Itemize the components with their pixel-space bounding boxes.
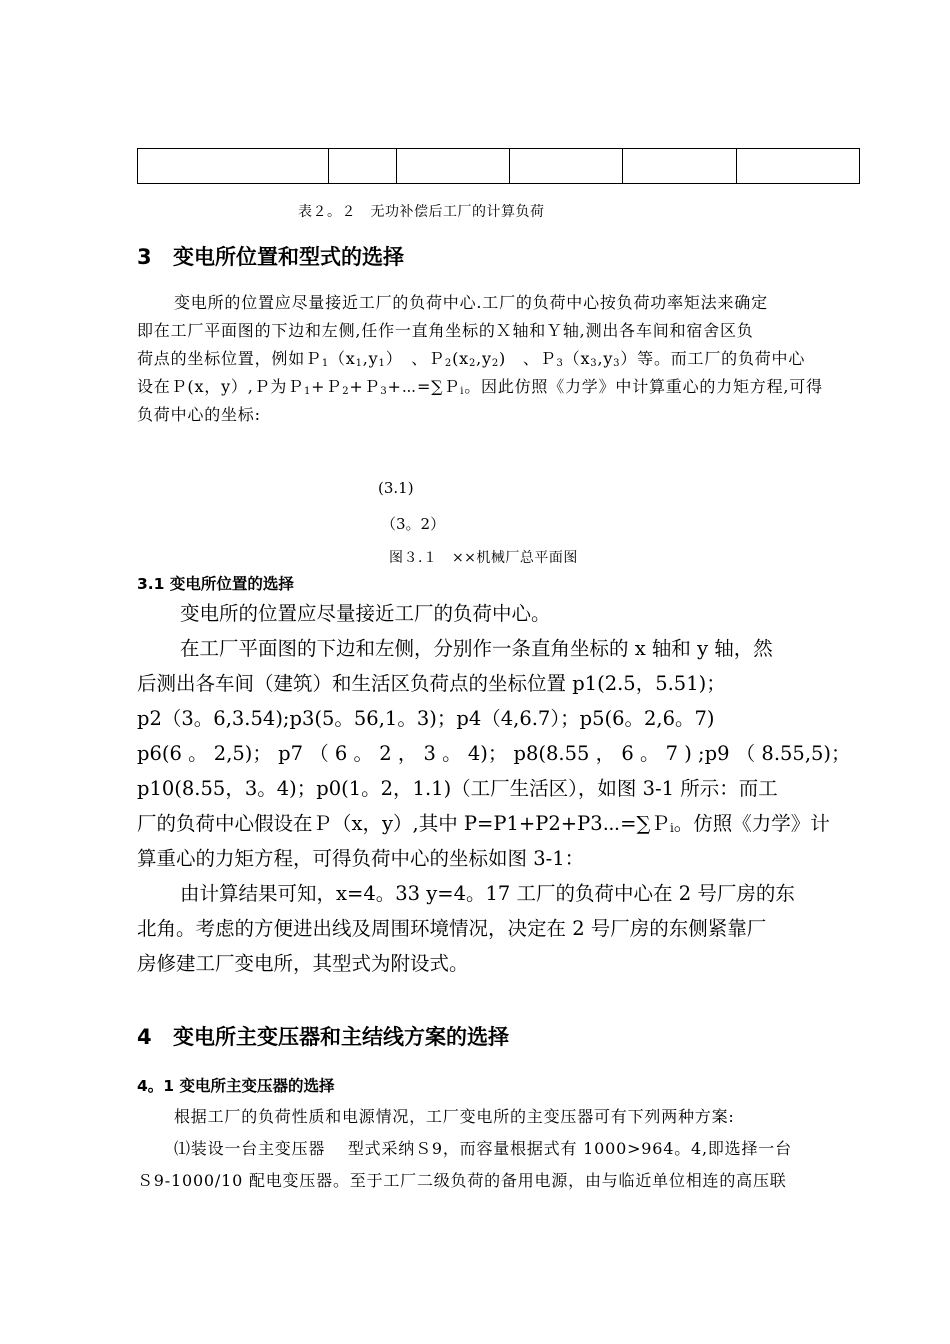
paragraph-line: Ｓ9-1000/10 配电变压器。至于工厂二级负荷的备用电源，由与临近单位相连的高压联 (137, 1171, 787, 1190)
section-4-1-heading: 4。1 变电所主变压器的选择 (137, 1077, 335, 1095)
paragraph-line: 即在工厂平面图的下边和左侧,任作一直角坐标的Ｘ轴和Ｙ轴,测出各车间和宿舍区负 (137, 321, 754, 340)
section-3-1-heading: 3.1 变电所位置的选择 (137, 575, 294, 593)
section-3-1-paragraph (137, 596, 851, 981)
paragraph-line: p2（3。6,3.54);p3(5。56,1。3)；p4（4,6.7）；p5(6。2,6。7) (137, 707, 715, 730)
section-4-heading (137, 1021, 509, 1051)
paragraph-line: 北角。考虑的方便进出线及周围环境情况，决定在 2 号厂房的东侧紧靠厂 (137, 917, 767, 940)
figure-caption: 图３.１ ××机械厂总平面图 (389, 550, 578, 566)
section-3-paragraph (137, 289, 823, 429)
section-title: 变电所主变压器和主结线方案的选择 (173, 1025, 509, 1049)
paragraph-line: 算重心的力矩方程，可得负荷中心的坐标如图 3-1： (137, 847, 585, 870)
paragraph-line: 由计算结果可知，x=4。33 y=4。17 工厂的负荷中心在 2 号厂房的东 (180, 882, 795, 905)
paragraph-line: p6(6 。 2,5)； p7 （ 6 。 2 ， 3 。 4)； p8(8.55 ， 6 。 7 ) ;p9 （ 8.55,5)； (137, 742, 851, 765)
section-title: 变电所位置和型式的选择 (173, 245, 404, 269)
paragraph-line: 房修建工厂变电所，其型式为附设式。 (137, 952, 469, 975)
paragraph-line: 变电所的位置应尽量接近工厂的负荷中心.工厂的负荷中心按负荷功率矩法来确定 (174, 293, 768, 312)
paragraph-line: 设在Ｐ(x，y）,Ｐ为Ｐ$_1$+Ｐ$_2$+Ｐ$_3$+⋯=∑Ｐ$_i$。因此仿照《力学》中计算重心的力矩方程,可得 (137, 377, 823, 397)
paragraph-line: 根据工厂的负荷性质和电源情况，工厂变电所的主变压器可有下列两种方案: (174, 1107, 735, 1126)
table-row (138, 149, 860, 184)
table-cell (329, 149, 397, 184)
table-cell (623, 149, 737, 184)
table-cell (138, 149, 329, 184)
section-3-heading (137, 241, 404, 271)
paragraph-line: ⑴装设一台主变压器 型式采纳Ｓ9，而容量根据式有 1000>964。4,即选择一台 (174, 1139, 792, 1158)
paragraph-line: 负荷中心的坐标: (137, 405, 261, 424)
paragraph-line: 荷点的坐标位置，例如$P_1(x_1,y_1)$ 、$P_2(x_2,y_2)$ 、$P_3(x_3,y_3)$等。而工厂的负荷中心 (137, 349, 806, 369)
table-cell (397, 149, 510, 184)
section-4-1-paragraph (137, 1101, 792, 1197)
paragraph-line: 后测出各车间（建筑）和生活区负荷点的坐标位置 p1(2.5，5.51)； (137, 672, 726, 695)
paragraph-line: 厂的负荷中心假设在Ｐ（x，y）,其中 P=P1+P2+P3⋯=∑Ｐ$_i$。仿照《力学》计 (137, 812, 830, 835)
formula-3-2: （3。2） (381, 515, 446, 533)
formula-3-1: (3.1) (378, 479, 414, 497)
section-number: 3 (137, 245, 152, 269)
table-cell (510, 149, 623, 184)
paragraph-line: p10(8.55，3。4)；p0(1。2，1.1)（工厂生活区），如图 3-1 所示：而工 (137, 777, 778, 800)
load-table (137, 148, 860, 184)
paragraph-line: 变电所的位置应尽量接近工厂的负荷中心。 (180, 602, 551, 625)
table-caption: 表２。２ 无功补偿后工厂的计算负荷 (298, 204, 545, 220)
paragraph-line: 在工厂平面图的下边和左侧，分别作一条直角坐标的 x 轴和 y 轴，然 (180, 637, 773, 660)
table-cell (737, 149, 860, 184)
section-number: 4 (137, 1025, 152, 1049)
